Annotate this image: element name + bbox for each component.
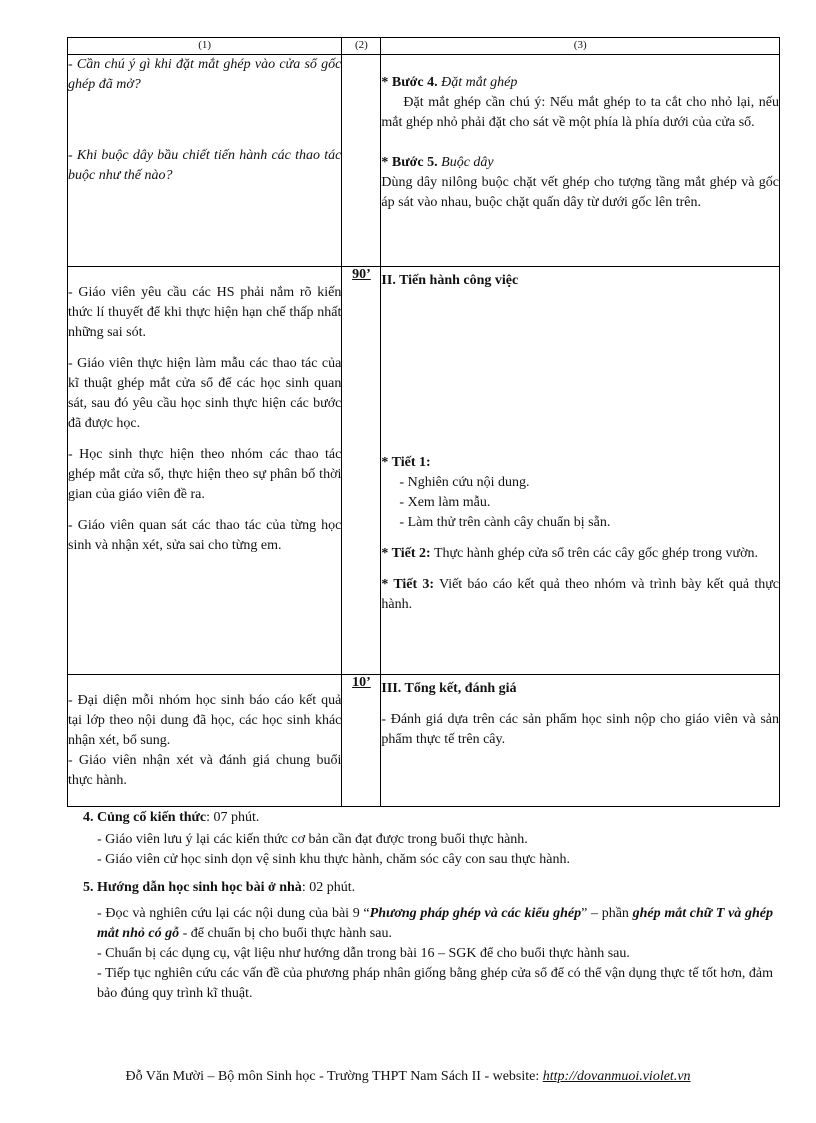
- step-4-heading: * Bước 4. Đặt mắt ghép: [381, 75, 518, 90]
- section-heading: III. Tổng kết, đánh giá: [381, 681, 517, 696]
- teacher-activity-cell: [68, 675, 342, 807]
- content-cell: [381, 675, 780, 807]
- activity-paragraph: - Học sinh thực hiện theo nhóm các thao tác ghép mắt cửa sổ, thực hiện theo sự phân bố thời gian của giáo viên đề ra.: [68, 447, 342, 502]
- list-item: - Nghiên cứu nội dung.: [399, 475, 530, 490]
- list-item: - Xem làm mẫu.: [399, 495, 491, 510]
- time-cell: 90’: [342, 267, 381, 675]
- question-text: - Khi buộc dây bầu chiết tiến hành các thao tác buộc như thế nào?: [68, 148, 342, 183]
- question-text: - Cần chú ý gì khi đặt mắt ghép vào cửa sổ gốc ghép đã mở?: [68, 57, 342, 92]
- content-cell: [381, 55, 780, 267]
- table-row: [68, 55, 780, 267]
- step-4-text: Đặt mắt ghép cần chú ý: Nếu mắt ghép to ta cắt cho nhỏ lại, nếu mắt ghép nhỏ phải đặt cho sát về một phía là phía dưới của cửa sổ.: [381, 95, 779, 130]
- header-col-1: (1): [68, 38, 342, 55]
- table-row: [68, 267, 780, 675]
- teacher-activity-cell: [68, 267, 342, 675]
- list-item: - Giáo viên cử học sinh dọn vệ sinh khu thực hành, chăm sóc cây con sau thực hành.: [97, 852, 570, 867]
- section-4-heading: 4. Củng cố kiến thức: 07 phút.: [83, 810, 260, 825]
- time-cell: 10’: [342, 675, 381, 807]
- activity-paragraph: - Giáo viên quan sát các thao tác của từng học sinh và nhận xét, sửa sai cho từng em.: [68, 518, 342, 553]
- table-row: [68, 675, 780, 807]
- header-col-3: (3): [381, 38, 780, 55]
- content-cell: [381, 267, 780, 675]
- teacher-activity-cell: [68, 55, 342, 267]
- activity-paragraph: - Giáo viên nhận xét và đánh giá chung buổi thực hành.: [68, 753, 342, 788]
- header-col-2: (2): [342, 38, 381, 55]
- list-item: - Giáo viên lưu ý lại các kiến thức cơ bản cần đạt được trong buổi thực hành.: [97, 832, 528, 847]
- time-cell: [342, 55, 381, 267]
- section-5-heading: 5. Hướng dẫn học sinh học bài ở nhà: 02 phút.: [83, 880, 356, 895]
- activity-paragraph: - Giáo viên yêu cầu các HS phải nắm rõ kiến thức lí thuyết để khi thực hiện hạn chế thấp nhất những sai sót.: [68, 285, 342, 340]
- activity-paragraph: - Đại diện mỗi nhóm học sinh báo cáo kết quả tại lớp theo nội dung đã học, các học sinh khác nhận xét, bổ sung.: [68, 693, 342, 748]
- tiet-1-label: * Tiết 1:: [381, 455, 431, 470]
- page-footer: [0, 1068, 816, 1086]
- section-heading: II. Tiến hành công việc: [381, 273, 519, 288]
- evaluation-text: - Đánh giá dựa trên các sản phẩm học sinh nộp cho giáo viên và sản phẩm thực tế trên cây.: [381, 712, 779, 747]
- list-item: - Đọc và nghiên cứu lại các nội dung của bài 9 “Phương pháp ghép và các kiểu ghép” – phần ghép mắt chữ T và ghép mắt nhỏ có gỗ - để chuẩn bị cho buổi thực hành sau.: [97, 906, 774, 941]
- website-link[interactable]: http://dovanmuoi.violet.vn: [542, 1069, 691, 1084]
- tiet-2-text: * Tiết 2: Thực hành ghép cửa sổ trên các cây gốc ghép trong vườn.: [381, 546, 758, 561]
- footer-text: Đỗ Văn Mười – Bộ môn Sinh học - Trường THPT Nam Sách II - website:: [125, 1069, 543, 1084]
- list-item: - Làm thử trên cành cây chuẩn bị sẵn.: [399, 515, 611, 530]
- after-table-content: [83, 808, 773, 1004]
- list-item: - Chuẩn bị các dụng cụ, vật liệu như hướng dẫn trong bài 16 – SGK để cho buổi thực hành sau.: [97, 946, 630, 961]
- table-header-row: [68, 38, 780, 55]
- step-5-text: Dùng dây nilông buộc chặt vết ghép cho tượng tầng mắt ghép và gốc áp sát vào nhau, buộc chặt quấn dây từ dưới gốc lên trên.: [381, 175, 779, 210]
- list-item: - Tiếp tục nghiên cứu các vấn đề của phương pháp nhân giống bằng ghép cửa sổ để có thể vận dụng thực tế tốt hơn, đảm bảo đúng quy trình kĩ thuật.: [97, 966, 773, 1001]
- tiet-3-text: * Tiết 3: Viết báo cáo kết quả theo nhóm và trình bày kết quả thực hành.: [381, 577, 780, 612]
- lesson-table: [67, 37, 780, 807]
- activity-paragraph: - Giáo viên thực hiện làm mẫu các thao tác của kĩ thuật ghép mắt cửa sổ để các học sinh quan sát, sau đó yêu cầu học sinh thực hiện các bước đã được học.: [68, 356, 342, 431]
- step-5-heading: * Bước 5. Buộc dây: [381, 155, 494, 170]
